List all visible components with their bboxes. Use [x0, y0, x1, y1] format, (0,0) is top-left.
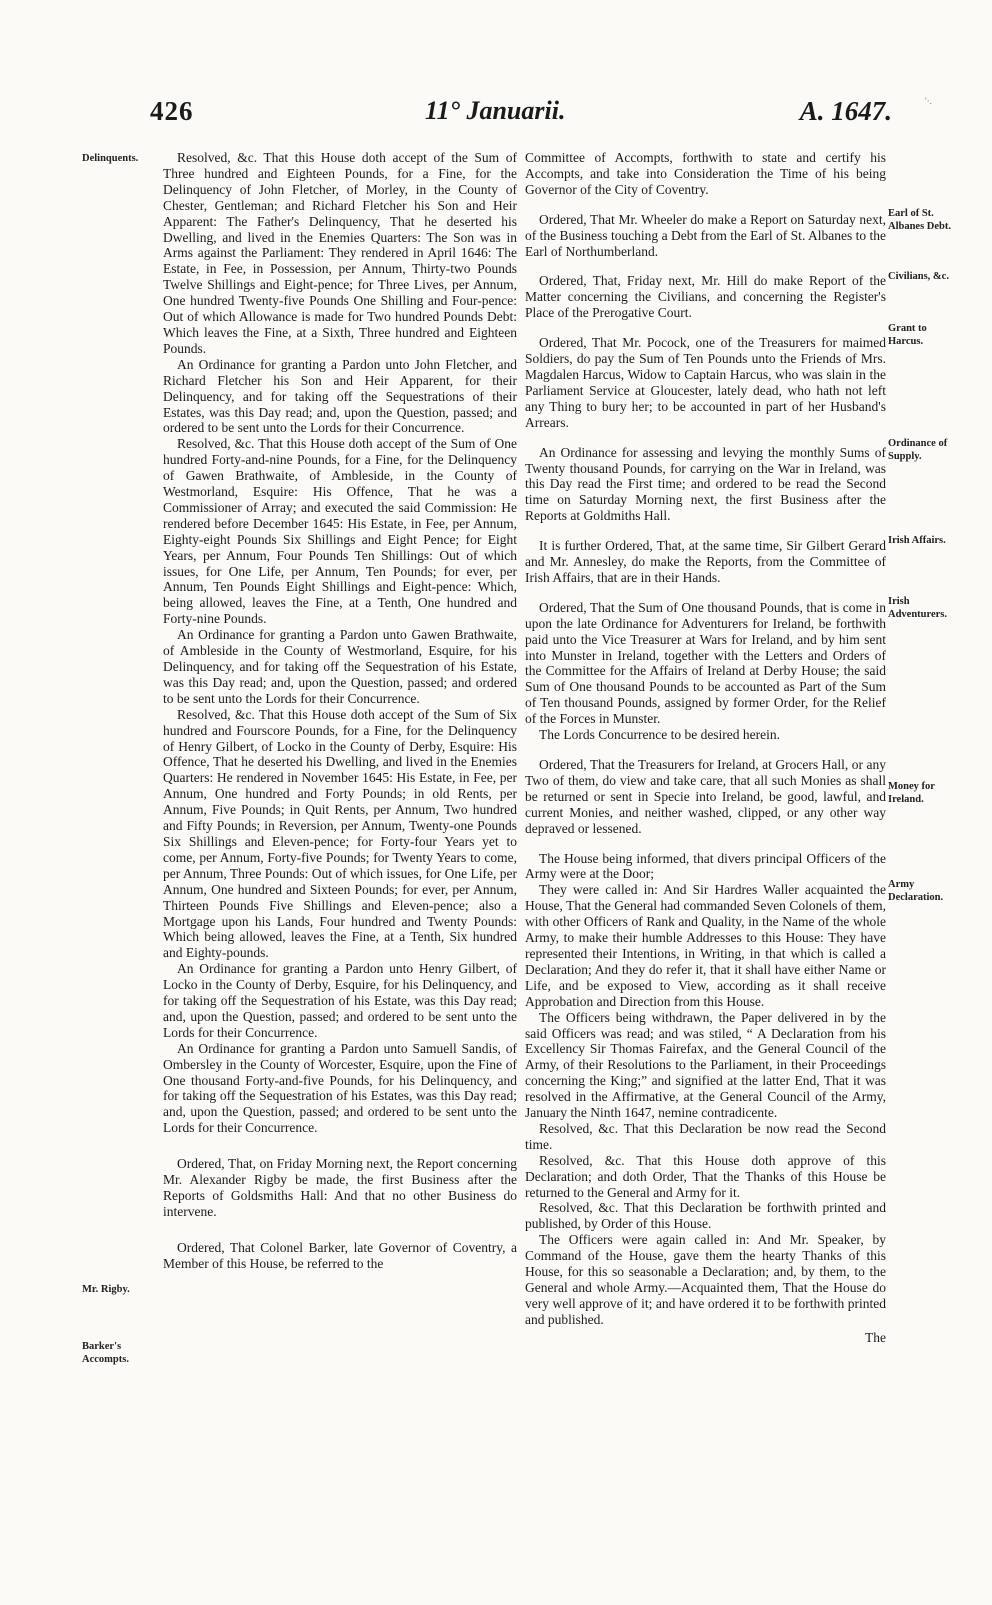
margin-note-grant-harcus: Grant to Harcus.: [888, 323, 927, 347]
paragraph-ordinance-supply: An Ordinance for assessing and levying the monthly Sums of Twenty thousand Pounds, for carrying on the War in Ireland, was this Day read the First time; and ordered to be read the Second time on Saturday Morning next, the first Business after the Reports at Goldmiths Hall.: [525, 444, 886, 524]
stray-mark: '·.: [925, 96, 932, 106]
page-year: A. 1647.: [799, 96, 892, 126]
margin-note-irish-affairs: Irish Affairs.: [888, 535, 946, 546]
page-number: 426: [150, 96, 194, 126]
paragraph-officers-door: The House being informed, that divers principal Officers of the Army were at the Door;: [525, 850, 886, 882]
paragraph-money-ireland: Ordered, That the Treasurers for Ireland, at Grocers Hall, or any Two of them, do view and take care, that all such Monies as shall be returned or sent in Specie into Ireland, be good, lawful, and current Monies, and neither washed, clipped, or any other way depraved or lessened.: [525, 757, 886, 836]
right-column: [525, 150, 886, 1346]
paragraph-sandis-pardon: An Ordinance for granting a Pardon unto Samuell Sandis, of Ombersley in the County of Worcester, Esquire, upon the Fine of One thousand Forty-and-five Pounds, for his Delinquency, and for taking off the Sequestration of his Estates, was this Day read; and, upon the Question, passed; and ordered to be sent unto the Lords for their Concurrence.: [163, 1040, 517, 1136]
paragraph-irish-affairs: It is further Ordered, That, at the same time, Sir Gilbert Gerard and Mr. Annesley, do make the Reports, from the Committee of Irish Affairs, that are in their Hands.: [525, 538, 886, 585]
catchword: The: [865, 1329, 886, 1345]
paragraph-gilbert-fine: Resolved, &c. That this House doth accept of the Sum of Six hundred and Fourscore Pounds, for a Fine, for the Delinquency of Henry Gilbert, of Locko in the County of Derby, Esquire: His Offence, That he deserted his Dwelling, and lived in the Enemies Quarters: He rendered in November 1645: His Estate, in Fee, per Annum, One hundred and Forty Pounds; in old Rents, per Annum, Five Pounds; in Quit Rents, per Annum, Two hundred and Fifty Pounds; in Reversion, per Annum, Twenty-one Pounds Six Shillings and Eleven-pence; for Forty-four Years yet to come, per Annum, Forty-five Pounds; for Twenty Years to come, per Annum, Three Pounds: Out of which issues, for One Life, per Annum, One hundred and Sixteen Pounds; for ever, per Annum, Thirteen Pounds Five Shillings and Eleven-pence; also a Mortgage upon his Lands, Four hundred and Twenty Pounds: Which being allowed, leaves the Fine, at a Tenth, Six hundred and Eighty-pounds.: [163, 706, 517, 961]
paragraph-irish-adventurers: Ordered, That the Sum of One thousand Pounds, that is come in upon the late Ordinance for Adventurers for Ireland, be forthwith paid unto the Vice Treasurer at Wars for Ireland, and by him sent into Munster in Ireland, together with the Letters and Orders of the Committee for the Affairs of Ireland at Derby House; the said Sum of One thousand Pounds to be accounted as Part of the Sum of Ten thousand Pounds, assigned by former Order, for the Relief of the Forces in Munster.: [525, 599, 886, 727]
paragraph-wheeler-report: Ordered, That Mr. Wheeler do make a Report on Saturday next, of the Business touching a Debt from the Earl of St. Albanes to the Earl of Northumberland.: [525, 211, 886, 259]
margin-note-irish-adventurers: Irish Adventurers.: [888, 596, 948, 620]
left-column: [163, 150, 517, 1272]
paragraph-brathwaite-pardon: An Ordinance for granting a Pardon unto Gawen Brathwaite, of Ambleside in the County of Westmorland, Esquire, for his Delinquency, and for taking off the Sequestration of his Estate, was this Day read; and, upon the Question, passed; and ordered to be sent unto the Lords for their Concurrence.: [163, 627, 517, 706]
paragraph-fletcher-pardon: An Ordinance for granting a Pardon unto John Fletcher, and Richard Fletcher his Son and Heir Apparent, for their Delinquency, and for taking off the Sequestrations of their Estates, was this Day read; and, upon the Question, passed; and ordered to be sent unto the Lords for their Concurrence.: [163, 356, 517, 436]
paragraph-officers-called: They were called in: And Sir Hardres Waller acquainted the House, That the General had commanded Seven Colonels of them, with other Officers of Rank and Quality, in the Name of the whole Army, to make their humble Addresses to this House: They have represented their Intentions, in Writing, in that which is called a Declaration; And they do refer it, that it shall have either Name or Life, and be exposed to View, according as it shall receive Approbation and Direction from this House.: [525, 882, 886, 1009]
paragraph-hill-report: Ordered, That, Friday next, Mr. Hill do make Report of the Matter concerning the Civilians, and concerning the Register's Place of the Prerogative Court.: [525, 273, 886, 321]
paragraph-harcus-grant: Ordered, That Mr. Pocock, one of the Treasurers for maimed Soldiers, do pay the Sum of Ten Pounds unto the Friends of Mrs. Magdalen Harcus, Widow to Captain Harcus, who was slain in the Parliament Service at Gloucester, lately dead, who hath not left any Thing to bury her; to be accounted in part of her Husband's Arrears.: [525, 335, 886, 430]
paragraph-brathwaite-fine: Resolved, &c. That this House doth accept of the Sum of One hundred Forty-and-nine Pounds, for a Fine, for the Delinquency of Gawen Brathwaite, of Ambleside, in the County of Westmorland, Esquire: His Offence, That he was a Commissioner of Array; and executed the said Commission: He rendered before December 1645: His Estate, in Fee, per Annum, Eighty-eight Pounds Six Shillings and Eight Pence; for Eight Years, per Annum, Four Pounds Ten Shillings: Out of which issues, for One Life, per Annum, Ten Pounds; for ever, per Annum, Ten Pounds Eight Shillings and Eight-pence: Which, being allowed, leaves the Fine, at a Tenth, One hundred and Forty-nine Pounds.: [163, 436, 517, 627]
margin-note-barkers-accompts: Barker's Accompts.: [82, 1341, 129, 1365]
paragraph-officers-thanked: The Officers were again called in: And Mr. Speaker, by Command of the House, gave them the hearty Thanks of this House, for this so seasonable a Declaration; and, by them, to the General and whole Army.—Acquainted them, That the House do very well approve of it; and have ordered it to be forthwith printed and published.: [525, 1232, 886, 1327]
paragraph-resolved-second-reading: Resolved, &c. That this Declaration be now read the Second time.: [525, 1120, 886, 1152]
paragraph-lords-concurrence: The Lords Concurrence to be desired herein.: [539, 727, 781, 743]
paragraph-declaration-read: The Officers being withdrawn, the Paper delivered in by the said Officers was read; and was stiled, “ A Declaration from his Excellency Sir Thomas Fairefax, and the General Council of the Army, of their Resolutions to the Parliament, in their Proceedings concerning the King;” and signified at the latter End, That it was resolved in the Affirmative, at the General Council of the Army, January the Ninth 1647, nemine contradicente.: [525, 1009, 886, 1121]
paragraph-rigby-report: Ordered, That, on Friday Morning next, the Report concerning Mr. Alexander Rigby be made, the first Business after the Reports of Goldsmiths Hall: And that no other Business do intervene.: [163, 1156, 517, 1219]
paragraph-barker-accompts: Ordered, That Colonel Barker, late Governor of Coventry, a Member of this House, be referred to the: [163, 1239, 517, 1271]
margin-note-civilians: Civilians, &c.: [888, 271, 949, 282]
paragraph-resolved-approve: Resolved, &c. That this House doth approve of this Declaration; and doth Order, That the Thanks of this House be returned to the General and Army for it.: [525, 1152, 886, 1200]
paragraph-resolved-print: Resolved, &c. That this Declaration be forthwith printed and published, by Order of this House.: [525, 1200, 886, 1232]
page-date-heading: 11° Januarii.: [425, 96, 566, 125]
margin-note-delinquents: Delinquents.: [82, 153, 139, 164]
paragraph-committee-accompts: Committee of Accompts, forthwith to state and certify his Accompts, and take into Consideration the Time of his being Governor of the City of Coventry.: [525, 150, 886, 197]
margin-note-army-declaration: Army Declaration.: [888, 879, 944, 903]
page-header: [150, 96, 892, 146]
margin-note-money-ireland: Money for Ireland.: [888, 781, 935, 805]
paragraph-fletcher-fine: Resolved, &c. That this House doth accept of the Sum of Three hundred and Eighteen Pounds, for a Fine, for the Delinquency of John Fletcher, of Morley, in the County of Chester, Gentleman; and Richard Fletcher his Son and Heir Apparent: The Father's Delinquency, That he deserted his Dwelling, and lived in the Enemies Quarters: The Son was in Arms against the Parliament: They rendered in April 1646: The Estate, in Fee, in Possession, per Annum, Thirty-two Pounds Twelve Shillings and Eight-pence; for Three Lives, per Annum, One hundred Twenty-five Pounds One Shilling and Four-pence: Out of which Allowance is made for Two hundred Pounds Debt: Which leaves the Fine, at a Sixth, Three hundred and Eighteen Pounds.: [163, 150, 517, 356]
margin-note-ordinance-supply: Ordinance of Supply.: [888, 438, 948, 462]
margin-note-earl-st-albanes: Earl of St. Albanes Debt.: [888, 208, 952, 232]
margin-note-mr-rigby: Mr. Rigby.: [82, 1284, 130, 1295]
paragraph-gilbert-pardon: An Ordinance for granting a Pardon unto Henry Gilbert, of Locko in the County of Derby, Esquire, for his Delinquency, and for taking off the Sequestration of his Estate, was this Day read; and, upon the Question, passed; and ordered to be sent unto the Lords for their Concurrence.: [163, 961, 517, 1040]
